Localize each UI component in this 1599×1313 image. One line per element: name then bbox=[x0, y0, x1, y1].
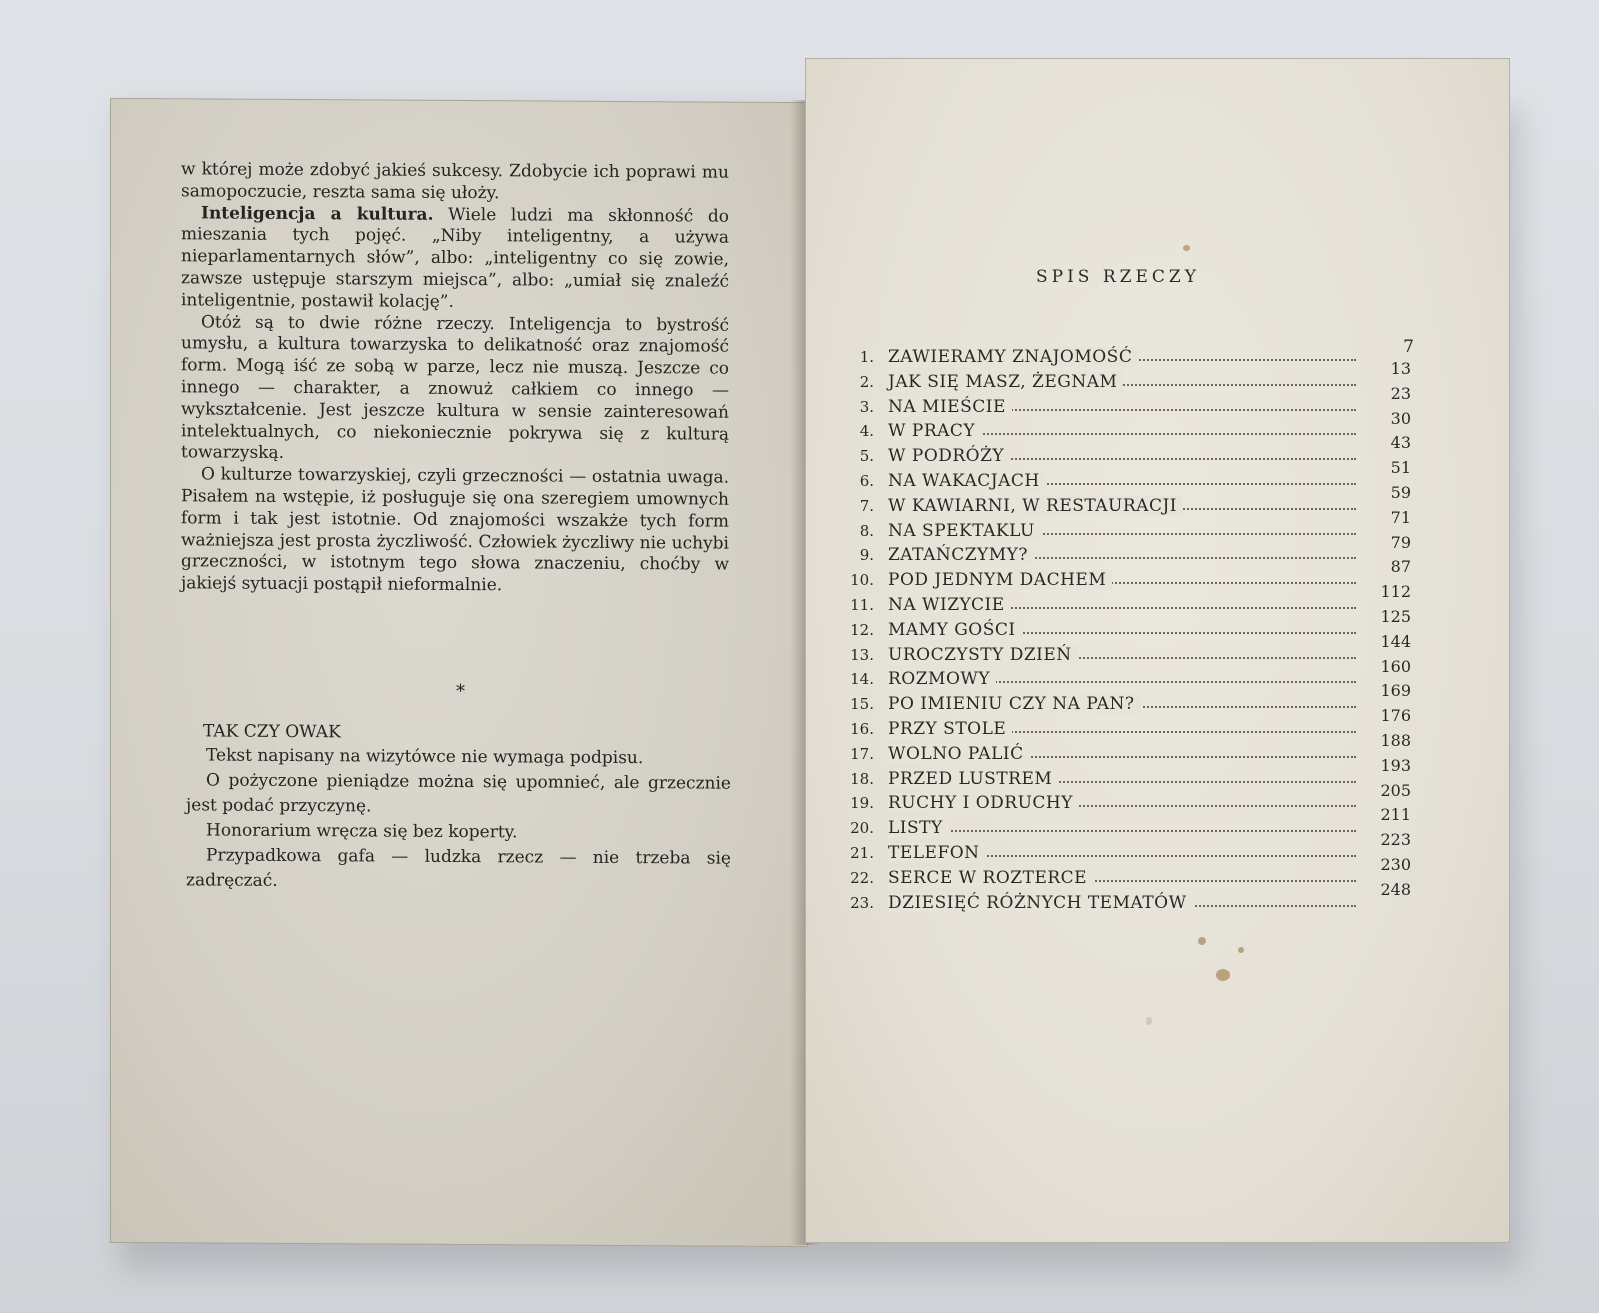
toc-entry-number: 6. bbox=[859, 471, 874, 490]
toc-entry-title-wrap bbox=[888, 791, 1079, 816]
toc-entry-page: 112 bbox=[1380, 582, 1411, 602]
table-of-contents bbox=[846, 345, 1411, 915]
toc-entry-title-wrap bbox=[888, 717, 1012, 742]
toc-entry bbox=[846, 717, 1411, 750]
toc-entry-title-wrap bbox=[888, 370, 1123, 395]
toc-entry-title: LISTY bbox=[888, 818, 949, 838]
toc-entry-number: 17. bbox=[850, 744, 874, 763]
section-line: Przypadkowa gafa — ludzka rzecz — nie trzeba się zadręczać. bbox=[186, 845, 731, 891]
toc-entry-title-wrap bbox=[888, 469, 1046, 494]
toc-entry-number: 3. bbox=[859, 397, 874, 416]
left-page bbox=[110, 98, 808, 1247]
toc-entry-page: 79 bbox=[1390, 532, 1411, 552]
toc-entry-title-wrap bbox=[888, 419, 981, 444]
toc-entry-page: 59 bbox=[1390, 482, 1411, 502]
toc-entry bbox=[846, 692, 1411, 726]
toc-entry bbox=[846, 667, 1411, 701]
toc-entry-number: 1. bbox=[859, 348, 874, 366]
toc-entry-page: 230 bbox=[1380, 854, 1411, 874]
toc-entry-title-wrap bbox=[888, 891, 1193, 916]
toc-entry-title-wrap bbox=[888, 816, 949, 841]
toc-entry-title: ZATAŃCZYMY? bbox=[888, 545, 1034, 565]
toc-entry-page: 87 bbox=[1390, 557, 1411, 577]
toc-entry-title: MAMY GOŚCI bbox=[888, 620, 1022, 640]
toc-entry-number: 18. bbox=[850, 769, 874, 788]
toc-entry-page: 51 bbox=[1390, 458, 1411, 478]
toc-leader-dots bbox=[888, 830, 1356, 832]
paragraph-text: Otóż są to dwie różne rzeczy. Inteligencja to bystrość umysłu, a kultura towarzyska to delikatność oraz znajomość form. Mogą iść ze sobą w parze, lecz nie muszą. Jeszcze co innego — charakter, a znowuż całkiem co innego — wykształcenie. Jest jeszcze kultura w sensie zainteresowań intelektualnych, co niekoniecznie pokrywa się z kulturą towarzyską. bbox=[181, 312, 729, 464]
toc-entry-title-wrap bbox=[888, 494, 1183, 519]
toc-entry-title-wrap bbox=[888, 395, 1012, 420]
toc-entry bbox=[846, 643, 1411, 676]
toc-entry-page: 211 bbox=[1380, 805, 1411, 825]
toc-entry-number: 23. bbox=[850, 893, 874, 912]
toc-entry bbox=[846, 370, 1411, 403]
toc-entry-title: UROCZYSTY DZIEŃ bbox=[888, 645, 1078, 665]
toc-entry-number: 15. bbox=[850, 695, 874, 714]
toc-entry-title: ROZMOWY bbox=[888, 669, 996, 689]
toc-entry-number: 20. bbox=[850, 819, 874, 838]
toc-entry-title: DZIESIĘĆ RÓŻNYCH TEMATÓW bbox=[888, 893, 1193, 913]
toc-entry-page: 188 bbox=[1380, 730, 1411, 750]
toc-entry bbox=[846, 767, 1411, 800]
toc-entry-page: 248 bbox=[1380, 879, 1411, 899]
toc-entry-title-wrap bbox=[888, 618, 1022, 643]
toc-entry-title: W KAWIARNI, W RESTAURACJI bbox=[888, 496, 1183, 516]
right-page bbox=[805, 58, 1510, 1243]
toc-entry-page: 144 bbox=[1380, 631, 1411, 651]
toc-entry-number: 12. bbox=[850, 620, 874, 639]
paragraph-text: O kulturze towarzyskiej, czyli grzeczności — ostatnia uwaga. Pisałem na wstępie, iż posługuje się ona szeregiem umownych form i tak jest istotnie. Od znajomości wszakże tych form ważniejsza jest prosta życzliwość. Człowiek życzliwy nie uchybi grzeczności, w istotnym tego słowa znaczeniu, choćby w jakiejś sytuacji postąpił nieformalnie. bbox=[181, 464, 729, 596]
toc-entry-page: 193 bbox=[1380, 755, 1411, 775]
toc-entry-title-wrap bbox=[888, 643, 1078, 668]
toc-entry-page: 13 bbox=[1390, 359, 1411, 378]
toc-title: SPIS RZECZY bbox=[1036, 267, 1200, 287]
toc-entry-title: NA MIEŚCIE bbox=[888, 397, 1012, 417]
toc-entry-page: 30 bbox=[1390, 408, 1411, 428]
toc-entry-title-wrap bbox=[888, 519, 1041, 544]
toc-entry-title: PO IMIENIU CZY NA PAN? bbox=[888, 694, 1141, 714]
toc-entry-title: NA WIZYCIE bbox=[888, 595, 1011, 615]
toc-entry-number: 22. bbox=[850, 868, 874, 887]
toc-entry bbox=[846, 444, 1411, 478]
section-line: Tekst napisany na wizytówce nie wymaga podpisu. bbox=[206, 745, 644, 769]
paragraph-text: Wiele ludzi ma skłonność do mieszania tych pojęć. „Niby inteligentny, a używa nieparlamentarnych słów”, albo: „inteligentny co się zowie, zawsze ustępuje starszym miejsca”, albo: „umiał się znaleźć inteligentnie, postawił kolację”. bbox=[181, 204, 729, 312]
toc-entry-title: ZAWIERAMY ZNAJOMOŚĆ bbox=[888, 347, 1138, 367]
toc-entry-title: PRZED LUSTREM bbox=[888, 769, 1058, 789]
toc-entry bbox=[846, 494, 1411, 527]
section-line: Honorarium wręcza się bez koperty. bbox=[206, 820, 518, 843]
toc-entry-number: 8. bbox=[859, 521, 874, 540]
stain bbox=[1146, 1017, 1152, 1025]
toc-entry-title: W PRACY bbox=[888, 421, 981, 441]
toc-entry-title-wrap bbox=[888, 568, 1112, 593]
toc-entry-title: JAK SIĘ MASZ, ŻEGNAM bbox=[888, 372, 1123, 392]
toc-entry-number: 2. bbox=[859, 372, 874, 391]
toc-entry bbox=[846, 395, 1411, 428]
paragraph bbox=[181, 312, 729, 468]
toc-entry-title: NA SPEKTAKLU bbox=[888, 521, 1041, 541]
toc-entry-number: 14. bbox=[850, 670, 874, 689]
toc-entry bbox=[846, 791, 1411, 825]
section-line: O pożyczone pieniądze można się upomnieć, ale grzecznie jest podać przyczynę. bbox=[186, 770, 731, 817]
toc-entry bbox=[846, 519, 1411, 552]
toc-entry-number: 4. bbox=[859, 422, 874, 441]
paragraph bbox=[181, 464, 729, 598]
toc-entry bbox=[846, 568, 1411, 602]
toc-entry-page: 176 bbox=[1380, 706, 1411, 726]
toc-intro-page: 7 bbox=[1403, 337, 1414, 357]
toc-entry-page: 125 bbox=[1380, 606, 1411, 626]
toc-entry-title: SERCE W ROZTERCE bbox=[888, 868, 1093, 888]
toc-entry-number: 10. bbox=[850, 571, 874, 590]
toc-entry-title-wrap bbox=[888, 543, 1034, 568]
paragraph-text: w której może zdobyć jakieś sukcesy. Zdobycie ich poprawi mu samopoczucie, reszta sama się ułoży. bbox=[181, 159, 729, 204]
toc-entry-number: 5. bbox=[859, 447, 874, 466]
toc-entry bbox=[846, 891, 1411, 916]
stain bbox=[1183, 245, 1190, 251]
toc-entry-title: TELEFON bbox=[888, 843, 986, 863]
toc-entry-title: WOLNO PALIĆ bbox=[888, 744, 1030, 764]
left-page-body bbox=[181, 159, 729, 598]
toc-entry bbox=[846, 816, 1411, 850]
paragraph bbox=[181, 203, 729, 315]
toc-entry-number: 13. bbox=[850, 645, 874, 664]
toc-entry-title-wrap bbox=[888, 692, 1141, 717]
toc-entry-page: 23 bbox=[1390, 383, 1411, 403]
toc-entry bbox=[846, 841, 1411, 874]
stain bbox=[1216, 969, 1230, 981]
toc-entry-title-wrap bbox=[888, 767, 1058, 792]
toc-entry-title: RUCHY I ODRUCHY bbox=[888, 793, 1079, 813]
section-separator: * bbox=[456, 680, 465, 703]
toc-entry-page: 205 bbox=[1380, 780, 1411, 800]
toc-entry-number: 11. bbox=[850, 595, 874, 614]
toc-entry bbox=[846, 593, 1411, 626]
toc-entry bbox=[846, 618, 1411, 651]
toc-entry-title-wrap bbox=[888, 444, 1010, 469]
stain bbox=[1198, 937, 1206, 945]
toc-entry-page: 169 bbox=[1380, 681, 1411, 701]
toc-entry-title-wrap bbox=[888, 345, 1138, 370]
toc-entry-title: W PODRÓŻY bbox=[888, 446, 1010, 466]
toc-entry bbox=[846, 419, 1411, 453]
toc-entry-number: 7. bbox=[859, 496, 874, 515]
toc-entry-page: 71 bbox=[1390, 507, 1411, 527]
toc-entry-page: 160 bbox=[1380, 656, 1411, 676]
toc-entry-title-wrap bbox=[888, 593, 1011, 618]
toc-entry bbox=[846, 469, 1411, 502]
toc-entry-number: 21. bbox=[850, 843, 874, 862]
paragraph-lead: Inteligencja a kultura. bbox=[201, 203, 434, 225]
toc-entry-page: 43 bbox=[1390, 433, 1411, 453]
toc-entry-number: 9. bbox=[859, 546, 874, 565]
toc-entry-title-wrap bbox=[888, 866, 1093, 891]
section-heading: TAK CZY OWAK bbox=[203, 721, 341, 743]
section-body bbox=[186, 743, 731, 896]
toc-entry bbox=[846, 742, 1411, 775]
toc-entry-title: PRZY STOLE bbox=[888, 719, 1012, 739]
toc-entry-number: 16. bbox=[850, 719, 874, 738]
toc-entry bbox=[846, 345, 1411, 378]
toc-entry-title-wrap bbox=[888, 667, 996, 692]
toc-entry-page: 223 bbox=[1380, 830, 1411, 850]
toc-entry bbox=[846, 866, 1411, 899]
paragraph bbox=[181, 159, 729, 206]
toc-entry-title-wrap bbox=[888, 841, 986, 866]
toc-entry bbox=[846, 543, 1411, 577]
toc-entry-title: NA WAKACJACH bbox=[888, 471, 1046, 491]
toc-entry-number: 19. bbox=[850, 794, 874, 813]
stain bbox=[1238, 947, 1244, 953]
toc-entry-title: POD JEDNYM DACHEM bbox=[888, 570, 1112, 590]
toc-entry-title-wrap bbox=[888, 742, 1030, 767]
